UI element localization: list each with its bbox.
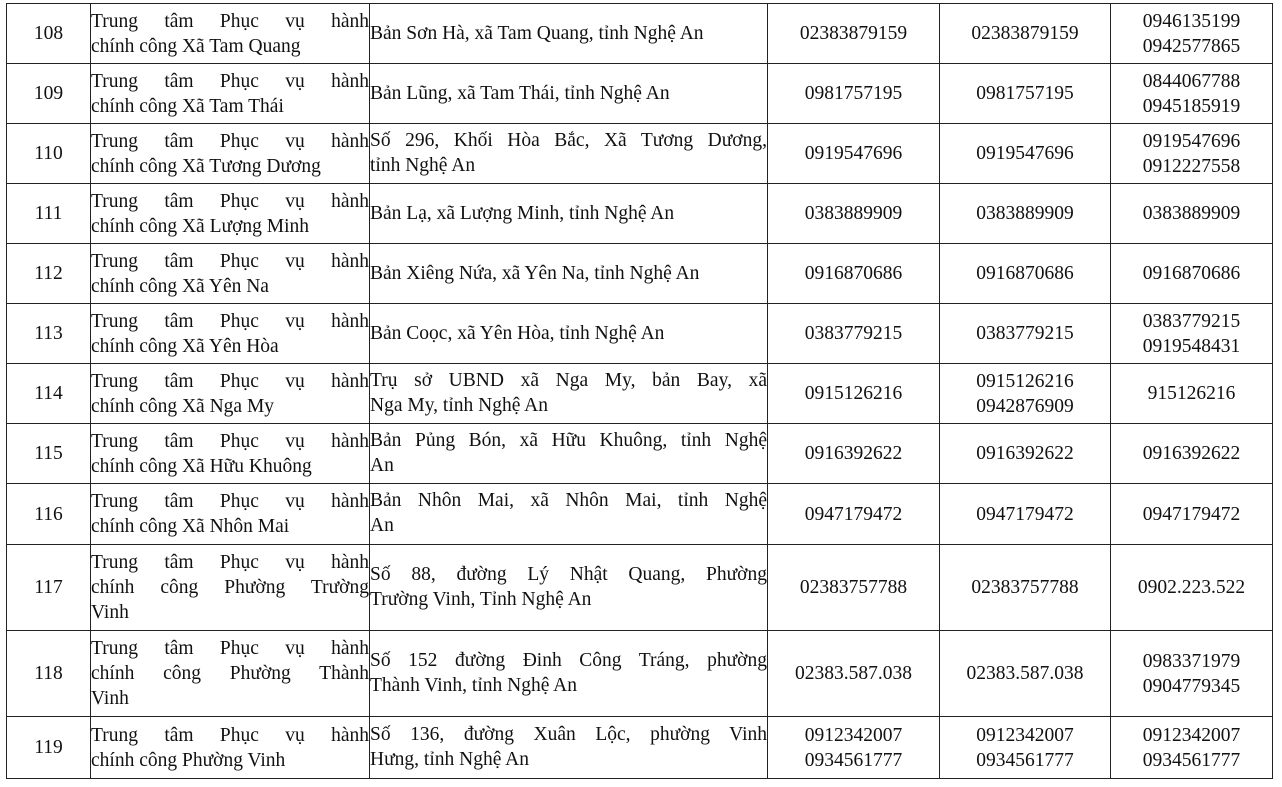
cell-line: 0912342007 [976,724,1074,746]
phone-col-2 [940,631,1111,717]
center-name [91,184,370,244]
table-row [7,717,1273,779]
center-name [91,631,370,717]
cell-line: 0919547696 [976,143,1074,164]
cell-line: Số 296, Khối Hòa Bắc, Xã Tương Dương, [370,129,767,151]
cell-line: 0383779215 [976,323,1074,344]
center-address [370,244,768,304]
phone-col-3 [1111,631,1273,717]
cell-line: 0915126216 [976,370,1074,392]
phone-col-1 [768,631,940,717]
phone-col-3 [1111,184,1273,244]
phone-col-1 [768,304,940,364]
cell-line: Vinh [91,688,129,709]
cell-line: Bản Lạ, xã Lượng Minh, tỉnh Nghệ An [370,203,675,224]
row-number: 114 [7,364,91,424]
phone-col-2 [940,364,1111,424]
phone-col-2 [940,4,1111,64]
cell-line: 0902.223.522 [1137,577,1246,598]
cell-line: chính công Xã Yên Na [91,275,269,297]
table-row [7,4,1273,64]
cell-line: chính công Xã Hữu Khuông [91,455,312,477]
phone-col-1 [768,244,940,304]
cell-line: 0983371979 [1142,650,1241,672]
phone-col-3 [1111,124,1273,184]
cell-line: 0919547696 [1142,130,1241,152]
cell-line: Bản Sơn Hà, xã Tam Quang, tỉnh Nghệ An [370,23,704,44]
row-number: 115 [7,424,91,484]
center-address [370,364,768,424]
cell-line: 0912227558 [1142,155,1241,177]
cell-line: Trung tâm Phục vụ hành [91,552,369,573]
phone-col-1 [768,717,940,779]
phone-col-1 [768,4,940,64]
center-address [370,124,768,184]
table-row [7,424,1273,484]
cell-line: Bản Pủng Bón, xã Hữu Khuông, tỉnh Nghệ [370,429,767,451]
cell-line: 0919548431 [1142,335,1241,357]
cell-line: Trường Vinh, Tỉnh Nghệ An [370,588,592,610]
cell-line: 0916392622 [976,443,1074,464]
phone-col-3 [1111,484,1273,545]
table-row [7,364,1273,424]
cell-line: Bản Xiêng Nứa, xã Yên Na, tỉnh Nghệ An [370,263,700,284]
table-row [7,545,1273,631]
cell-line: 0916870686 [1142,263,1241,284]
cell-line: Vinh [91,602,129,623]
cell-line: 0383889909 [1142,203,1241,224]
cell-line: 0945185919 [1142,95,1241,117]
cell-line: 0916870686 [804,263,903,284]
cell-line: 0934561777 [804,749,903,771]
cell-line: 0383779215 [804,323,903,344]
cell-line: 0981757195 [976,83,1074,104]
table-row [7,124,1273,184]
cell-line: Trung tâm Phục vụ hành [91,130,369,152]
phone-col-2 [940,424,1111,484]
center-name [91,717,370,779]
row-number: 117 [7,545,91,631]
row-number: 116 [7,484,91,545]
table-row [7,631,1273,717]
cell-line: Hưng, tỉnh Nghệ An [370,748,529,770]
cell-line: chính công Xã Lượng Minh [91,215,310,237]
row-number: 119 [7,717,91,779]
cell-line: 02383879159 [799,23,908,44]
cell-line: chính công Xã Tam Quang [91,35,301,57]
cell-line: 0942876909 [976,395,1074,417]
center-address [370,484,768,545]
phone-col-3 [1111,4,1273,64]
center-name [91,4,370,64]
phone-col-2 [940,484,1111,545]
row-number: 108 [7,4,91,64]
cell-line: 0916870686 [976,263,1074,284]
service-center-table [6,3,1273,779]
phone-col-3 [1111,364,1273,424]
cell-line: Số 152 đường Đinh Công Tráng, phường [370,649,767,671]
cell-line: 0904779345 [1142,675,1241,697]
cell-line: Trung tâm Phục vụ hành [91,10,369,32]
center-name [91,424,370,484]
center-address [370,545,768,631]
cell-line: 02383757788 [971,577,1079,598]
cell-line: 0919547696 [804,143,903,164]
phone-col-1 [768,184,940,244]
center-name [91,244,370,304]
cell-line: Số 88, đường Lý Nhật Quang, Phường [370,563,767,585]
row-number: 111 [7,184,91,244]
center-name [91,364,370,424]
cell-line: 0947179472 [1142,503,1241,525]
cell-line: Trung tâm Phục vụ hành [91,638,369,659]
center-address [370,64,768,124]
cell-line: Bản Lũng, xã Tam Thái, tỉnh Nghệ An [370,83,670,104]
phone-col-3 [1111,545,1273,631]
phone-col-3 [1111,244,1273,304]
center-address [370,424,768,484]
cell-line: chính công Phường Vinh [91,749,286,771]
cell-line: 0383889909 [976,203,1074,224]
cell-line: chính công Xã Nga My [91,395,275,417]
row-number: 113 [7,304,91,364]
phone-col-1 [768,424,940,484]
cell-line: Trung tâm Phục vụ hành [91,190,369,212]
phone-col-1 [768,484,940,545]
cell-line: Số 136, đường Xuân Lộc, phường Vinh [370,723,767,745]
cell-line: 0946135199 [1142,10,1241,32]
cell-line: Trung tâm Phục vụ hành [91,70,369,92]
cell-line: tỉnh Nghệ An [370,154,476,176]
phone-col-2 [940,184,1111,244]
cell-line: 0383779215 [1142,310,1241,332]
cell-line: Trung tâm Phục vụ hành [91,250,369,272]
phone-col-2 [940,124,1111,184]
center-name [91,484,370,545]
cell-line: 02383.587.038 [966,663,1084,684]
cell-line: 0947179472 [804,503,903,525]
row-number: 109 [7,64,91,124]
cell-line: Trụ sở UBND xã Nga My, bản Bay, xã [370,369,767,391]
cell-line: 0916392622 [804,443,903,464]
cell-line: Trung tâm Phục vụ hành [91,491,369,512]
phone-col-3 [1111,717,1273,779]
phone-col-2 [940,545,1111,631]
table-row [7,304,1273,364]
cell-line: Nga My, tỉnh Nghệ An [370,394,549,416]
center-address [370,717,768,779]
row-number: 112 [7,244,91,304]
cell-line: chính công Phường Thành [91,663,369,684]
center-name [91,64,370,124]
cell-line: Trung tâm Phục vụ hành [91,724,369,746]
cell-line: 02383757788 [799,577,908,598]
phone-col-1 [768,545,940,631]
cell-line: 0915126216 [804,383,903,404]
table-row [7,244,1273,304]
table-body [7,4,1273,779]
row-number: 118 [7,631,91,717]
cell-line: chính công Phường Trường [91,577,369,598]
phone-col-3 [1111,424,1273,484]
phone-col-2 [940,64,1111,124]
cell-line: chính công Xã Nhôn Mai [91,516,290,537]
cell-line: Trung tâm Phục vụ hành [91,370,369,392]
center-name [91,545,370,631]
phone-col-1 [768,364,940,424]
cell-line: 915126216 [1147,383,1236,404]
cell-line: Trung tâm Phục vụ hành [91,310,369,332]
cell-line: 0947179472 [976,503,1074,525]
row-number: 110 [7,124,91,184]
cell-line: 0934561777 [1142,749,1241,771]
table-row [7,184,1273,244]
cell-line: chính công Xã Tương Dương [91,155,321,177]
cell-line: 02383.587.038 [795,663,912,684]
phone-col-1 [768,124,940,184]
cell-line: chính công Xã Yên Hòa [91,335,279,357]
cell-line: chính công Xã Tam Thái [91,95,284,117]
cell-line: Trung tâm Phục vụ hành [91,430,369,452]
phone-col-2 [940,717,1111,779]
cell-line: Bản Coọc, xã Yên Hòa, tỉnh Nghệ An [370,323,665,344]
center-name [91,124,370,184]
cell-line: 0912342007 [804,724,903,746]
cell-line: 02383879159 [971,23,1079,44]
cell-line: 0844067788 [1142,70,1241,92]
cell-line: An [370,515,394,536]
phone-col-2 [940,304,1111,364]
center-address [370,631,768,717]
center-name [91,304,370,364]
center-address [370,4,768,64]
cell-line: 0981757195 [804,83,903,104]
table-row [7,64,1273,124]
phone-col-2 [940,244,1111,304]
phone-col-3 [1111,304,1273,364]
table-row [7,484,1273,545]
phone-col-1 [768,64,940,124]
cell-line: 0912342007 [1142,724,1241,746]
cell-line: An [370,454,394,476]
cell-line: 0934561777 [976,749,1074,771]
center-address [370,184,768,244]
cell-line: Thành Vinh, tỉnh Nghệ An [370,674,577,696]
phone-col-3 [1111,64,1273,124]
center-address [370,304,768,364]
cell-line: Bản Nhôn Mai, xã Nhôn Mai, tỉnh Nghệ [370,490,767,511]
cell-line: 0383889909 [804,203,903,224]
cell-line: 0942577865 [1142,35,1241,57]
cell-line: 0916392622 [1142,443,1241,464]
